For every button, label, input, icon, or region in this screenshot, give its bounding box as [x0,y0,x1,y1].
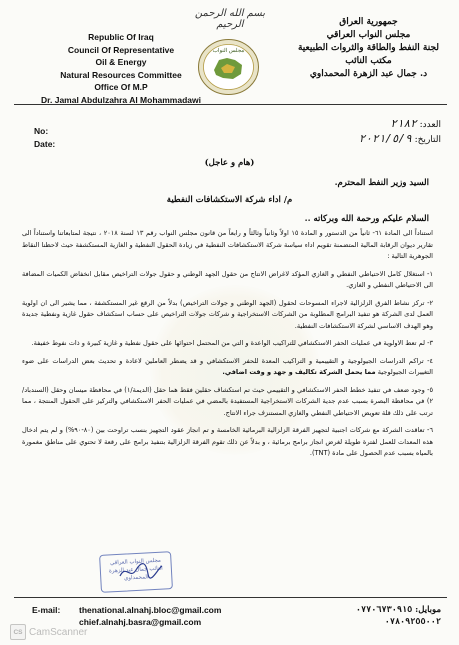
meta-english [34,125,55,151]
addressee: السيد وزير النفط المحترم. [334,178,429,188]
subject-line: م/ اداء شركة الاستكشافات النفطية [166,195,293,205]
header-divider [14,104,447,105]
header-en-line: Oil & Energy [95,57,147,67]
mobile-number-1: ٠٧٧٠٦٧٣٠٩١٥ [355,605,413,615]
footer-mobile [356,604,441,628]
stamp-line: النائب جمال عبد الزهرة المحمداوي [108,565,163,582]
parliament-logo-icon [197,38,260,96]
letter-body [22,228,433,466]
mobile-label: موبايل: [415,605,441,615]
date-label-ar: التاريخ: [414,135,441,145]
date-label-en: Date: [34,139,56,149]
urgency-note: (هام و عاجل) [204,158,255,168]
header-ar-line: د. جمال عبد الزهرة المحمداوي [309,69,428,79]
header-en-line: Council Of Representative [67,44,175,55]
email-address-1: thenational.alnahj.bloc@gmail.com [79,605,222,615]
header-en-line: Republic Of Iraq [88,32,154,42]
camscanner-icon: CS [10,624,26,640]
header-en-line: Office Of M.P [94,82,148,92]
number-value: ٢١٨٢ [390,117,417,130]
header-ar-line: مجلس النواب العراقي [326,30,411,40]
email-label: E-mail: [32,605,61,615]
number-label-ar: العدد: [419,120,441,130]
footer-divider [14,597,447,598]
body-paragraph-4-emphasis: مما يحمل الشركة تكاليف و جهد و وقت اضافي. [222,368,376,376]
body-paragraph-4-text: ٤- تراكم الدراسات الجيولوجية و التقييمية و التراكيب المعدة للحفر الاستكشافي و قد يضطر العاملين لاعادة و تحديث بعض الدراسات على ضوء التغييرات الجيولوجية [22,356,433,376]
date-value: ٢٠٢١/٥/٩ [358,132,412,145]
signature-icon [118,560,164,582]
body-paragraph: ٦- تعاقدت الشركة مع شركات اجنبية لتجهيز الفرقة الزلزالية البرمائية الخامسة و تم انجاز عقود التجهيز بنسب تراوحت بين (٨٠-٩٠%) و لم يتم ادخال هذه المعدات للعمل لفترة طويلة لغرض انجاز برامج برمائية ، و بدلاً عن ذلك تقوم الفرقة الزلزالية بتنفيذ برامج على رقعة لا تحتوي على مناطق مغمورة بالمياه بسبب عدم الحصول على مادة (TNT). [22,426,433,457]
header-en-line: Dr. Jamal Abdulzahra Al Mohammadawi [41,94,201,105]
mobile-number-2: ٠٧٨٠٩٢٥٥٠٠٢ [384,617,441,627]
header-en-line: Natural Resources Committee [60,69,182,80]
body-paragraph: ٣- لم تعط الاولوية في عمليات الحفر الاستكشافي للتراكيب الواعدة و التي من المحتمل احتوائها على حقول نفطية و غازية كبيرة و ذات نفوط خفيفة. [31,339,433,347]
header-ar-line: لجنة النفط والطاقة والثروات الطبيعية [297,43,440,53]
header-ar-line: جمهورية العراق [339,17,398,27]
greeting: السلام عليكم ورحمة الله وبركاته .. [304,214,429,224]
body-paragraph: ١- استغلال كامل الاحتياطي النفطي و الغازي المؤكد لاغراض الانتاج من حقول الجهد الوطني و حقول جولات التراخيص مقابل انخفاض الكميات المضافة الى الاحتياطي النفطي و الغازي. [22,269,433,289]
body-paragraph: ٢- تركز نشاط الفرق الزلزالية لاجراء المسوحات لحقول (الجهد الوطني و جولات التراخيص) بدلاً من الرقع غير المستكشفة ، مما يشير الى ان اولوية العمل لدى الشركة هو تنفيذ البرامج المطلوبة من الشركات الاستخراجية و شركات جولات التراخيص على حساب استكشاف حقول غازية ونفطية جديدة وهو الهدف الاساسي لشركة الاستكشافات النفطية. [22,298,433,330]
email-address-2: chief.alnahj.basra@gmail.com [79,617,202,627]
logo-caption: مجلس النواب [212,48,245,54]
basmala: بسم الله الرحمن الرحيم [194,8,266,30]
stamp-line: مجلس النواب العراقي [109,557,162,567]
scanner-badge [10,622,87,642]
header-arabic [286,16,451,81]
body-paragraph-4 [22,356,433,379]
number-label-en: No: [34,126,49,136]
meta-arabic [359,117,441,147]
body-paragraph: استناداً الى المادة ٦١- ثانياً من الدستور و المادة ١٥ اولاً وثانياً وثالثاً و رابعاً من قانون مجلس النواب رقم ١٣ لسنة ٢٠١٨ ، نتيجة لمتابعاتنا واستناداً الى تقارير ديوان الرقابة المالية المتضمنة تقويم اداء سياسة شركة الاستكشافات النفطية في زيادة الحقول النفطية و الغازية المستكشفة حيث لاحظنا النقاط الجوهرية التالية : [22,229,434,260]
body-paragraph: ٥- وجود ضعف في تنفيذ خطط الحفر الاستكشافي و التقييمي حيث تم استكشاف حقلين فقط هما حقل (الديمة/١) في محافظة ميسان وحقل (السندباد/٢) في محافظة البصرة بسبب عدم جدية الشركات الاستخراجية المستفيدة بالمضي في عمليات الحفر الاستكشافي والتركيز على الحقول المنتجة ، مما ترتب على ذلك قلة تعويض الاحتياطي النفطي والغازي المستنزف جراء الانتاج. [22,385,434,417]
header-english [36,31,206,106]
scanner-badge-text: CamScanner [29,626,88,638]
header-ar-line: مكتب النائب [345,56,392,66]
